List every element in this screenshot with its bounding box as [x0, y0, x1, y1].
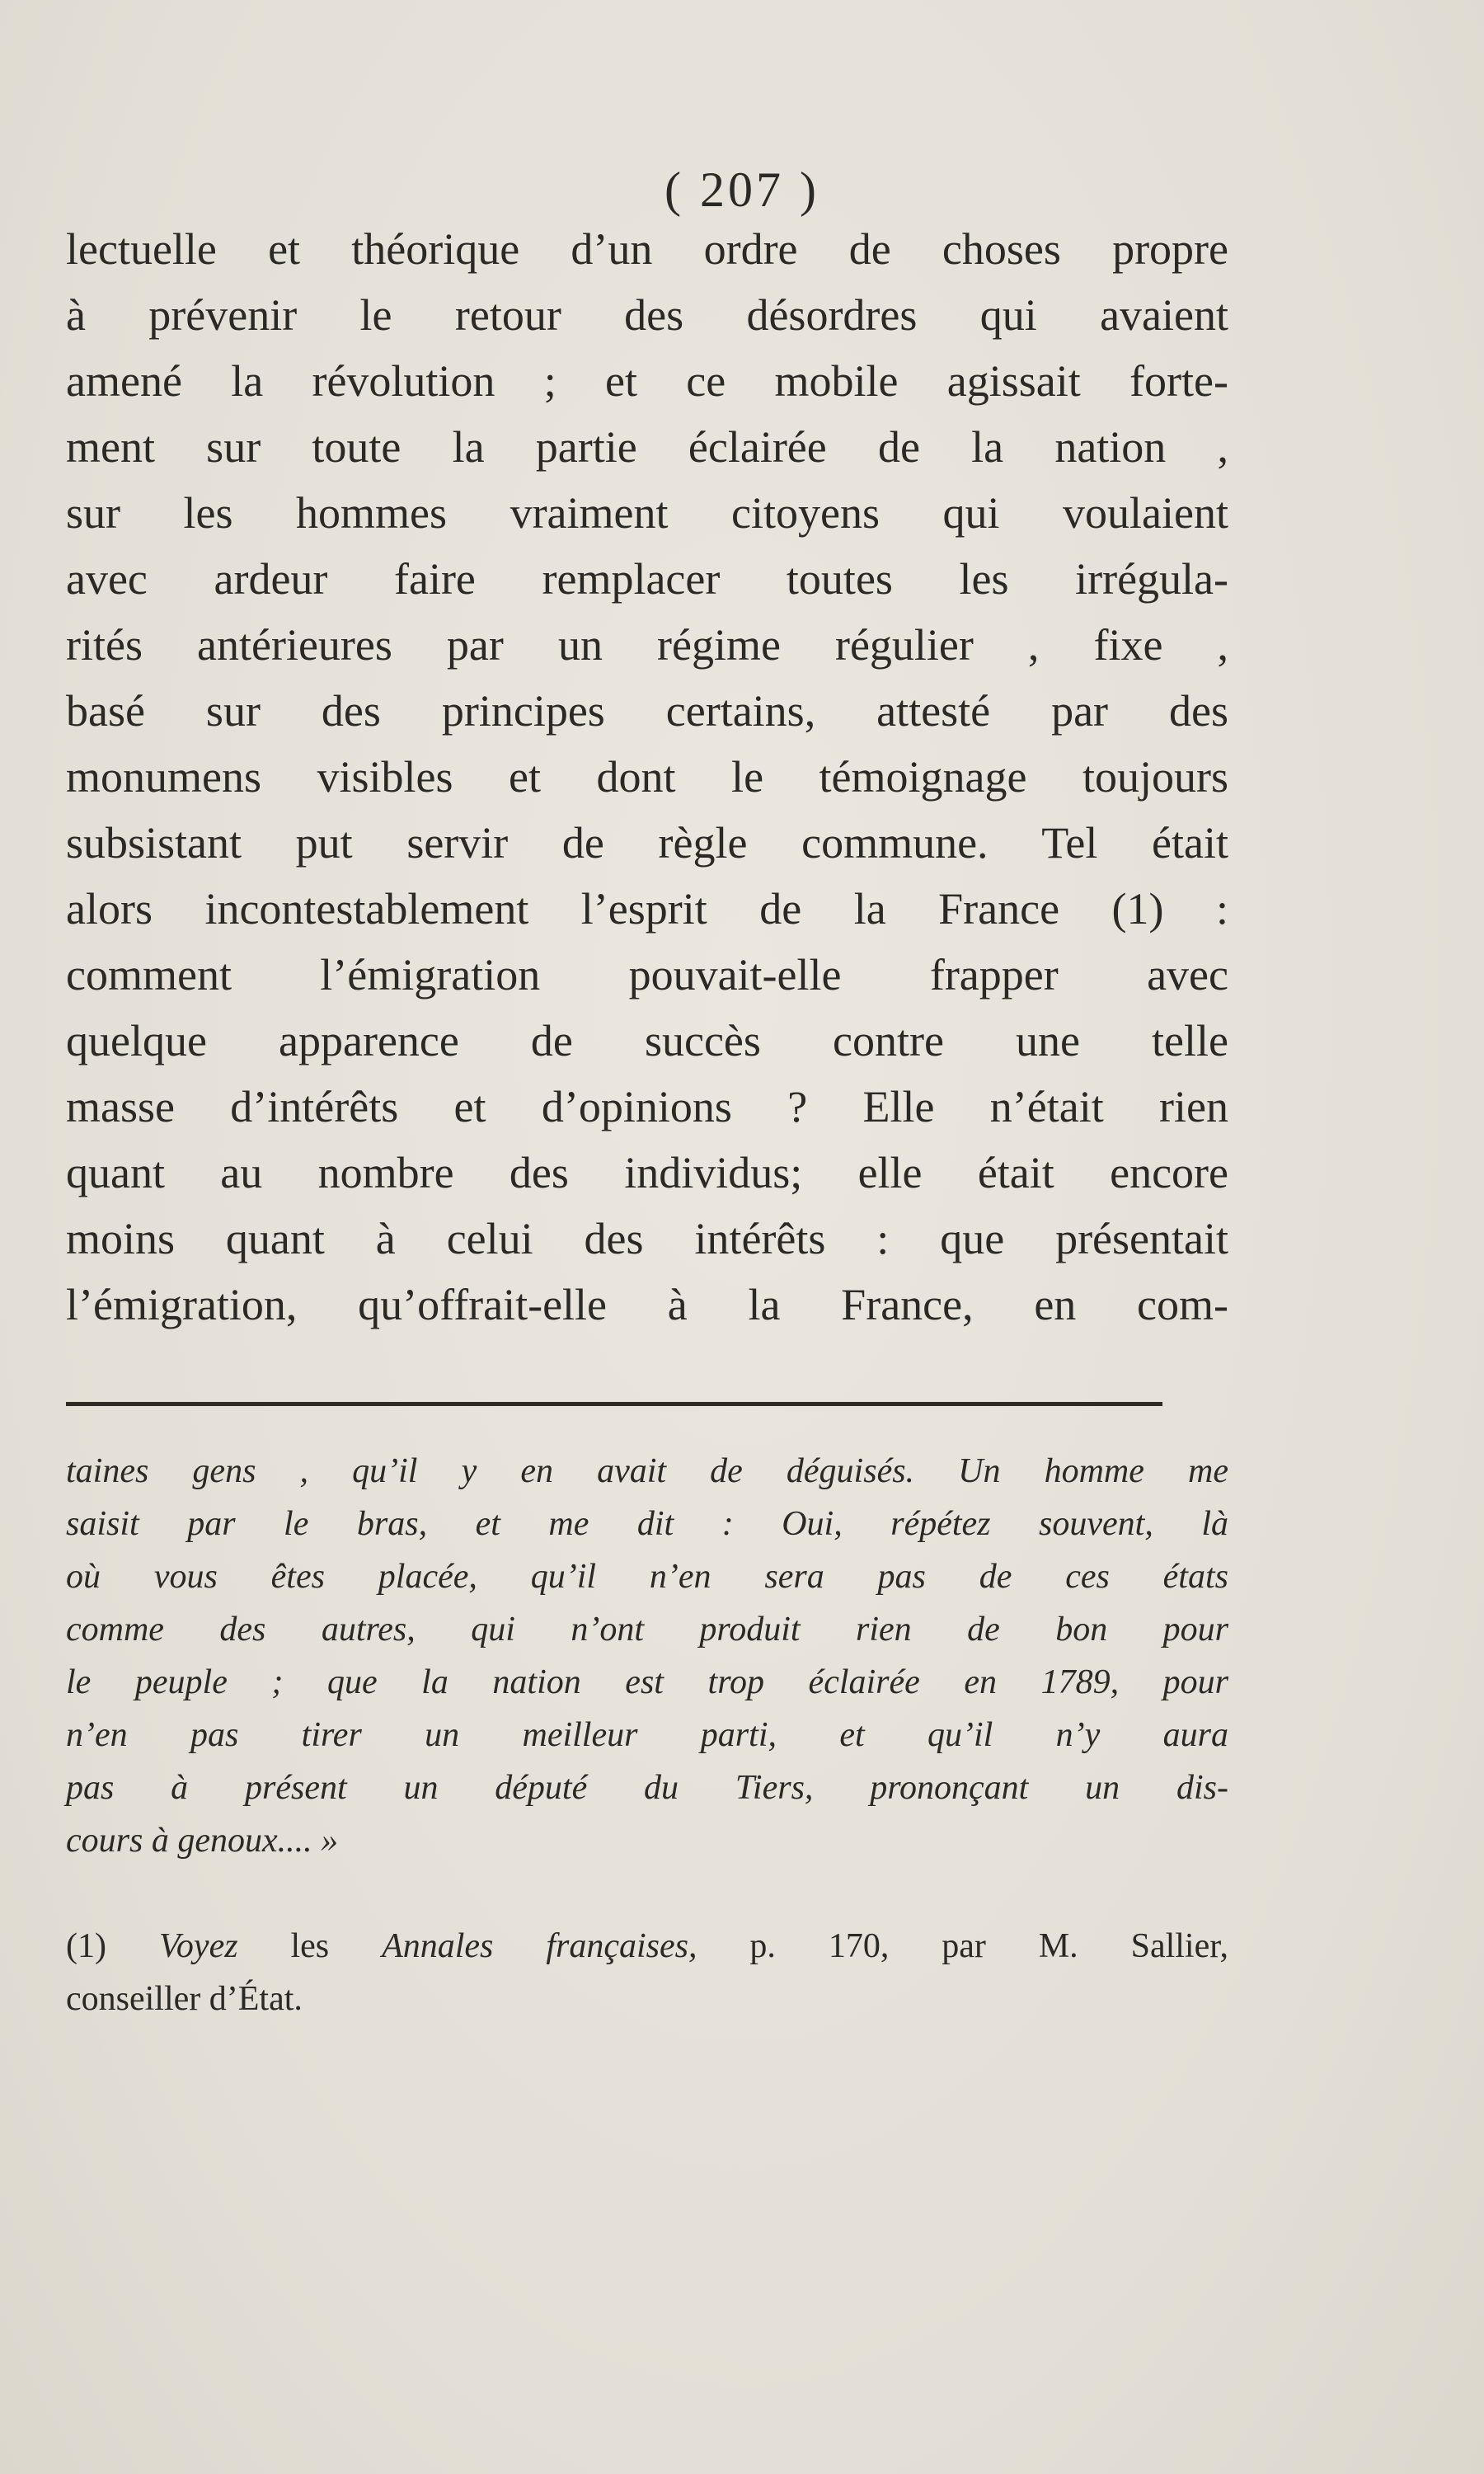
page-number: ( 207 ): [665, 162, 819, 217]
text-line: masse d’intérêts et d’opinions ? Elle n’était rien: [66, 1082, 1228, 1131]
footnote-les: les: [290, 1927, 330, 1965]
main-text: [66, 216, 1228, 1338]
footnote-line: comme des autres, qui n’ont produit rien de bon pour: [66, 1611, 1228, 1649]
footnote-line: cours à genoux.... »: [66, 1822, 339, 1860]
footnote-line: n’en pas tirer un meilleur parti, et qu’il n’y aura: [66, 1716, 1228, 1754]
footnote-work-title: Annales françaises,: [382, 1927, 697, 1965]
footnote-voyez: Voyez: [158, 1927, 238, 1965]
footnote-citation: p. 170, par M. Sallier,: [749, 1927, 1229, 1965]
text-line: à prévenir le retour des désordres qui avaient: [66, 290, 1228, 340]
footnote-rule: [66, 1402, 1162, 1406]
text-line: avec ardeur faire remplacer toutes les irrégula-: [66, 554, 1228, 604]
text-line: basé sur des principes certains, attesté par des: [66, 686, 1228, 736]
text-line: sur les hommes vraiment citoyens qui voulaient: [66, 488, 1228, 538]
footnote-continuation: [66, 1445, 1228, 1867]
text-line: rités antérieures par un régime régulier , fixe ,: [66, 620, 1228, 670]
footnote-line: saisit par le bras, et me dit : Oui, répétez souvent, là: [66, 1505, 1228, 1543]
footnote-1-line: [66, 1920, 1228, 1973]
text-line: monumens visibles et dont le témoignage toujours: [66, 752, 1228, 802]
text-line: l’émigration, qu’offrait-elle à la France, en com-: [66, 1280, 1228, 1329]
text-line: quant au nombre des individus; elle était encore: [66, 1148, 1228, 1197]
text-line: quelque apparence de succès contre une telle: [66, 1016, 1228, 1065]
footnote-line: taines gens , qu’il y en avait de déguisés. Un homme me: [66, 1452, 1228, 1490]
footnote-line: où vous êtes placée, qu’il n’en sera pas de ces états: [66, 1558, 1228, 1596]
footnote-marker: (1): [66, 1927, 106, 1965]
text-line: lectuelle et théorique d’un ordre de choses propre: [66, 224, 1228, 274]
text-line: subsistant put servir de règle commune. Tel était: [66, 818, 1228, 868]
footnote-line: le peuple ; que la nation est trop éclairée en 1789, pour: [66, 1663, 1228, 1701]
text-line: alors incontestablement l’esprit de la France (1) :: [66, 884, 1228, 934]
text-line: ment sur toute la partie éclairée de la nation ,: [66, 422, 1228, 472]
footnote-line: pas à présent un député du Tiers, prononçant un dis-: [66, 1769, 1228, 1807]
text-line: moins quant à celui des intérêts : que présentait: [66, 1214, 1228, 1263]
footnote-1-line-2: conseiller d’État.: [66, 1980, 303, 2018]
footnote-1: [66, 1920, 1228, 2025]
text-line: amené la révolution ; et ce mobile agissait forte-: [66, 356, 1228, 406]
text-line: comment l’émigration pouvait-elle frapper avec: [66, 950, 1228, 999]
